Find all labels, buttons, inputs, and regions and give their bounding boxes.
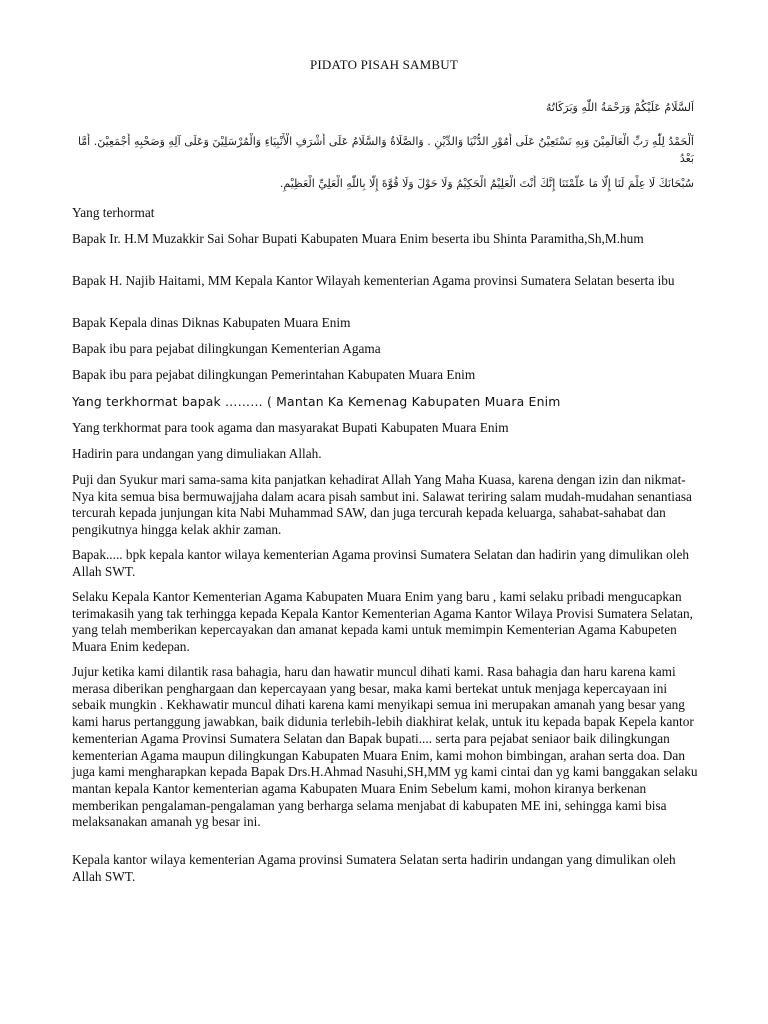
paragraph-address-guests: Hadirin para undangan yang dimuliakan Allah. [72,446,322,461]
paragraph-address-community: Yang terkhormat para took agama dan masyarakat Bupati Kabupaten Muara Enim [72,420,509,435]
arabic-prayer-line: سُبْحَانَكَ لَا عِلْمَ لَنَا إِلَّا مَا عَلَّمْتَنَا إِنَّكَ أَنْتَ الْعَلِيْمُ الْحَكِيْمُ وَلَا حَوْلَ وَلَا قُوَّةَ إِلَّا بِاللّٰهِ الْعَلِيِّ الْعَظِيْمِ. [279,177,694,190]
paragraph-address-kakanwil: Bapak H. Najib Haitami, MM Kepala Kantor Wilayah kementerian Agama provinsi Sumatera Selatan beserta ibu [72,273,675,288]
paragraph-closing-address: Kepala kantor wilaya kementerian Agama provinsi Sumatera Selatan serta hadirin undangan yang dimulikan oleh Allah SWT. [72,852,676,884]
paragraph-address-kemenag-officials: Bapak ibu para pejabat dilingkungan Kementerian Agama [72,341,381,356]
paragraph-opening-gratitude: Puji dan Syukur mari sama-sama kita panjatkan kehadirat Allah Yang Maha Kuasa, karena dengan izin dan nikmat-Nya kita semua bisa bermuwajjaha dalam acara pisah sambut ini. Salawat teriring salam mudah-mudahan senantiasa tercurah kepada junjungan kita Nabi Muhammad SAW, dan juga tercurah kepada keluarga, sahabat-sahabat dan pengikutnya hingga kelak akhir zaman. [72,472,692,538]
paragraph-feelings: Jujur ketika kami dilantik rasa bahagia, haru dan hawatir muncul dihati kami. Rasa bahagia dan haru karena kami merasa diberikan penghargaan dan kepercayaan yang besar, maka kami bertekat untuk menjaga kepercayaan ini sebaik mungkin . Kekhawatir muncul dihati karena kami menyikapi semua ini merupakan amanah yang besar yang kami harus pertanggung jawabkan, baik didunia terlebih-lebih diakhirat kelak, untuk itu kepada bapak Kepela kantor kementerian Agama Provinsi Sumatera Selatan dan Bapak bupati.... serta para pejabat seniaor baik dilingkungan kementerian Agama maupun dilingkungan Kabupaten Muara Enim, kami mohon bimbingan, arahan serta doa. Dan juga kami mengharapkan kepada Bapak Drs.H.Ahmad Nasuhi,SH,MM yg kami cintai dan yg kami banggakan selaku mantan kepala Kantor kementerian agama Kabupaten Muara Enim Sebelum kami, mohon kiranya berkenan memberikan pengalaman-pengalaman yang berharga selama menjabat di kabupaten ME ini, sehingga kami bisa melaksanakan amanah yg besar ini. [72,664,698,830]
document-title: PIDATO PISAH SAMBUT [309,57,459,72]
paragraph-address-bupati: Bapak Ir. H.M Muzakkir Sai Sohar Bupati Kabupaten Muara Enim beserta ibu Shinta Paramitha,Sh,M.hum [72,231,644,246]
paragraph-thanks: Selaku Kepala Kantor Kementerian Agama Kabupaten Muara Enim yang baru , kami selaku pribadi mengucapkan terimakasih yang tak terhingga kepada Kepala Kantor Kementerian Agama Kantor Wilaya Provisi Sumatera Selatan, yang telah memberikan kepercayakan dan amanat kepada kami untuk memimpin Kementerian Agama Kabupeten Muara Enim kedepan. [72,589,694,655]
paragraph-address-diknas: Bapak Kepala dinas Diknas Kabupaten Muara Enim [72,315,351,330]
paragraph-salutation: Yang terhormat [72,205,155,220]
paragraph-address-again: Bapak..... bpk kepala kantor wilaya kementerian Agama provinsi Sumatera Selatan dan hadirin yang dimulikan oleh Allah SWT. [72,547,690,579]
paragraph-address-pemkab-officials: Bapak ibu para pejabat dilingkungan Pemerintahan Kabupaten Muara Enim [72,367,476,382]
arabic-opening-praise: اَلْحَمْدُ لِلّٰهِ رَبِّ الْعَالَمِيْنَ وَبِهِ نَسْتَعِيْنُ عَلَى أُمُوْرِ الدُّنْيَا وَالدِّيْنِ . وَالصَّلَاةُ وَالسَّلَامُ عَلَى أَشْرَفِ الْأَنْبِيَاءِ وَالْمُرْسَلِيْنَ وَعَلَى آلِهِ وَصَحْبِهِ أَجْمَعِيْنَ. أَمَّا بَعْدُ [77,135,694,165]
arabic-greeting-line: اَلسَّلَامُ عَلَيْكُمْ وَرَحْمَةُ اللّٰهِ وَبَرَكَاتُهُ [545,101,694,114]
paragraph-address-former-head: Yang terkhormat bapak ……… ( Mantan Ka Kemenag Kabupaten Muara Enim [72,394,561,409]
